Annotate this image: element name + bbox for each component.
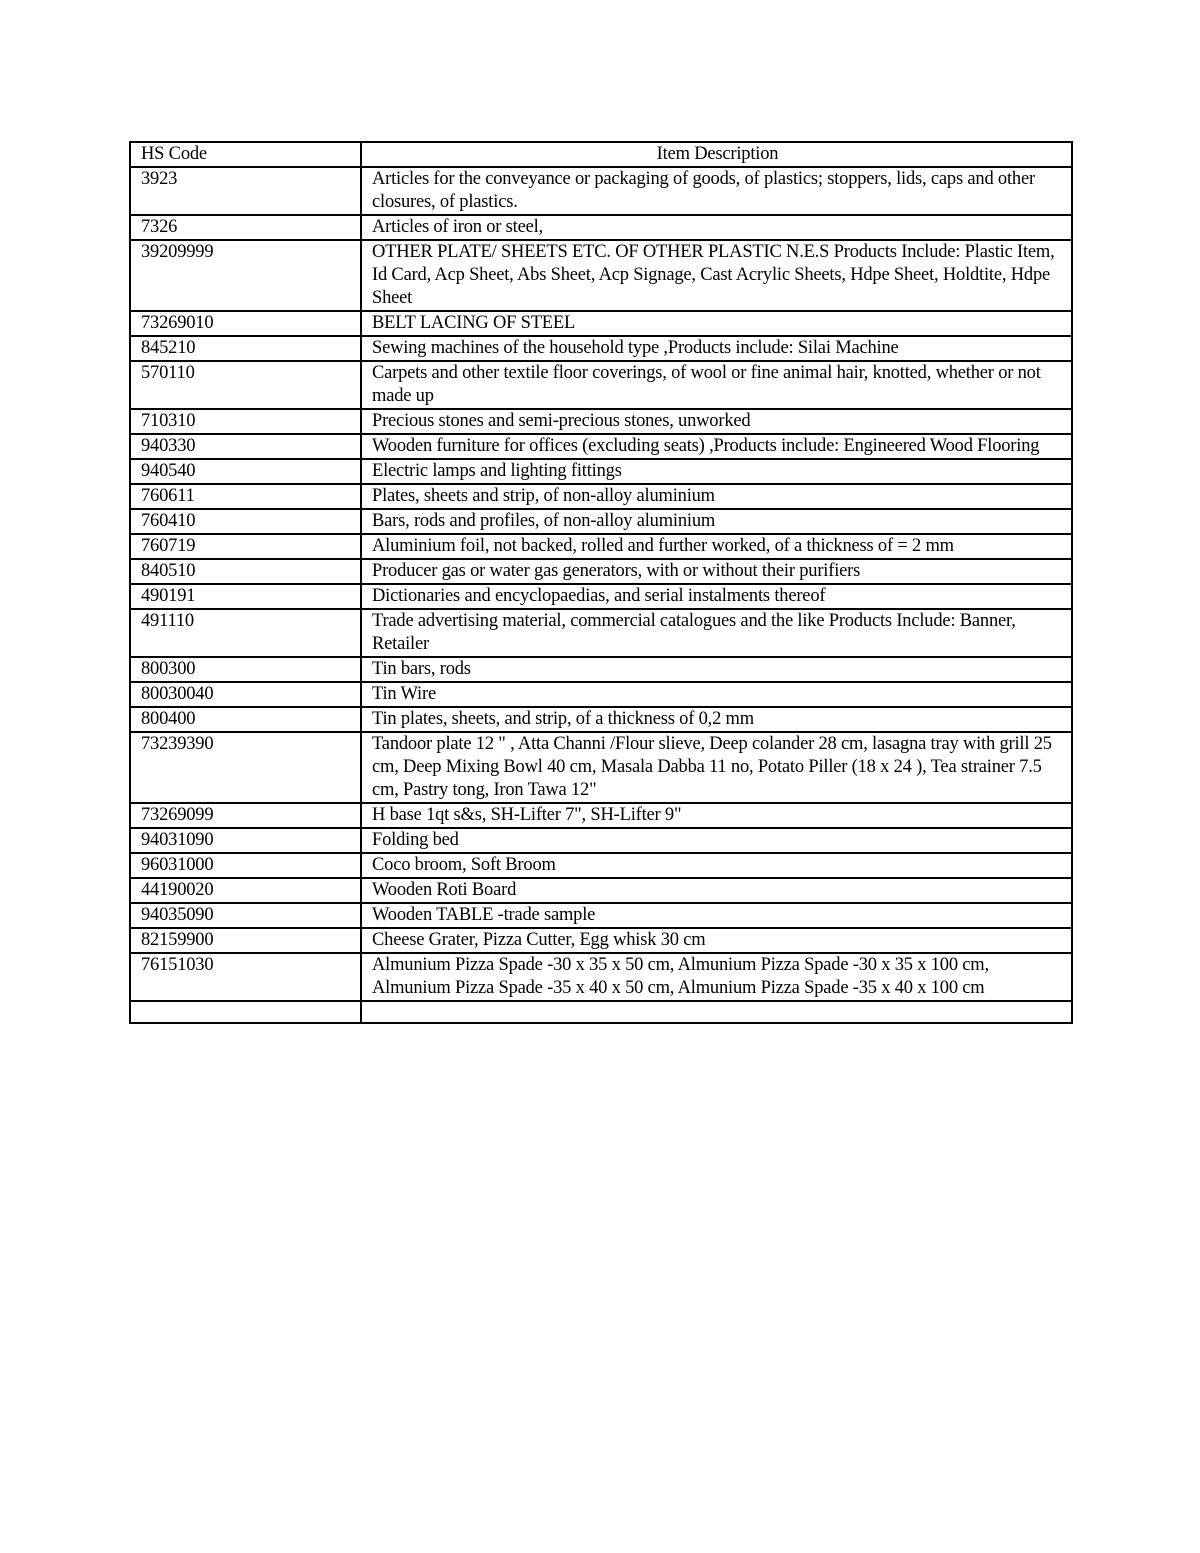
table-row — [130, 459, 1072, 484]
item-description-cell: OTHER PLATE/ SHEETS ETC. OF OTHER PLASTIC N.E.S Products Include: Plastic Item, Id Card, Acp Sheet, Abs Sheet, Acp Signage, Cast Acrylic Sheets, Hdpe Sheet, Holdtite, Hdpe Sheet — [361, 240, 1072, 311]
item-description-cell — [361, 1001, 1072, 1023]
item-description-cell: Carpets and other textile floor coverings, of wool or fine animal hair, knotted, whether or not made up — [361, 361, 1072, 409]
hs-code-cell: 3923 — [130, 167, 361, 215]
table-row — [130, 559, 1072, 584]
item-description-cell: Almunium Pizza Spade -30 x 35 x 50 cm, Almunium Pizza Spade -30 x 35 x 100 cm, Almunium Pizza Spade -35 x 40 x 50 cm, Almunium Pizza Spade -35 x 40 x 100 cm — [361, 953, 1072, 1001]
item-description-cell: Tin plates, sheets, and strip, of a thickness of 0,2 mm — [361, 707, 1072, 732]
hs-code-cell: 80030040 — [130, 682, 361, 707]
table-row — [130, 853, 1072, 878]
item-description-cell: Trade advertising material, commercial catalogues and the like Products Include: Banner, Retailer — [361, 609, 1072, 657]
hs-code-table — [129, 141, 1073, 1024]
hs-code-cell: 570110 — [130, 361, 361, 409]
table-row — [130, 803, 1072, 828]
hs-code-cell: 73239390 — [130, 732, 361, 803]
item-description-cell: Precious stones and semi-precious stones, unworked — [361, 409, 1072, 434]
item-description-cell: BELT LACING OF STEEL — [361, 311, 1072, 336]
item-description-cell: Tin bars, rods — [361, 657, 1072, 682]
item-description-cell: Tin Wire — [361, 682, 1072, 707]
table-row — [130, 1001, 1072, 1023]
item-description-cell: Wooden Roti Board — [361, 878, 1072, 903]
item-description-cell: Dictionaries and encyclopaedias, and serial instalments thereof — [361, 584, 1072, 609]
hs-code-cell: 96031000 — [130, 853, 361, 878]
table-row — [130, 878, 1072, 903]
table-row — [130, 215, 1072, 240]
hs-code-cell — [130, 1001, 361, 1023]
item-description-cell: Cheese Grater, Pizza Cutter, Egg whisk 30 cm — [361, 928, 1072, 953]
table-row — [130, 361, 1072, 409]
table-row — [130, 534, 1072, 559]
table-row — [130, 336, 1072, 361]
hs-code-cell: 845210 — [130, 336, 361, 361]
hs-code-cell: 760611 — [130, 484, 361, 509]
hs-code-cell: 82159900 — [130, 928, 361, 953]
table-row — [130, 311, 1072, 336]
hs-code-cell: 800400 — [130, 707, 361, 732]
item-description-cell: Articles of iron or steel, — [361, 215, 1072, 240]
table-row — [130, 484, 1072, 509]
header-hs-code: HS Code — [130, 142, 361, 167]
header-item-description: Item Description — [361, 142, 1072, 167]
table-row — [130, 657, 1072, 682]
item-description-cell: Producer gas or water gas generators, with or without their purifiers — [361, 559, 1072, 584]
hs-code-cell: 940330 — [130, 434, 361, 459]
item-description-cell: Wooden TABLE -trade sample — [361, 903, 1072, 928]
hs-code-cell: 94031090 — [130, 828, 361, 853]
item-description-cell: Bars, rods and profiles, of non-alloy aluminium — [361, 509, 1072, 534]
table-row — [130, 609, 1072, 657]
table-row — [130, 584, 1072, 609]
hs-code-cell: 73269099 — [130, 803, 361, 828]
table-row — [130, 953, 1072, 1001]
item-description-cell: Electric lamps and lighting fittings — [361, 459, 1072, 484]
item-description-cell: Coco broom, Soft Broom — [361, 853, 1072, 878]
item-description-cell: H base 1qt s&s, SH-Lifter 7", SH-Lifter 9" — [361, 803, 1072, 828]
item-description-cell: Wooden furniture for offices (excluding seats) ,Products include: Engineered Wood Flooring — [361, 434, 1072, 459]
item-description-cell: Aluminium foil, not backed, rolled and further worked, of a thickness of = 2 mm — [361, 534, 1072, 559]
hs-code-cell: 94035090 — [130, 903, 361, 928]
item-description-cell: Articles for the conveyance or packaging of goods, of plastics; stoppers, lids, caps and other closures, of plastics. — [361, 167, 1072, 215]
hs-code-cell: 760719 — [130, 534, 361, 559]
table-row — [130, 167, 1072, 215]
hs-code-cell: 940540 — [130, 459, 361, 484]
table-row — [130, 409, 1072, 434]
item-description-cell: Sewing machines of the household type ,Products include: Silai Machine — [361, 336, 1072, 361]
hs-code-cell: 490191 — [130, 584, 361, 609]
table-row — [130, 707, 1072, 732]
hs-code-cell: 800300 — [130, 657, 361, 682]
item-description-cell: Tandoor plate 12 " , Atta Channi /Flour slieve, Deep colander 28 cm, lasagna tray with grill 25 cm, Deep Mixing Bowl 40 cm, Masala Dabba 11 no, Potato Piller (18 x 24 ), Tea strainer 7.5 cm, Pastry tong, Iron Tawa 12" — [361, 732, 1072, 803]
table-row — [130, 682, 1072, 707]
item-description-cell: Folding bed — [361, 828, 1072, 853]
table-row — [130, 434, 1072, 459]
hs-code-cell: 76151030 — [130, 953, 361, 1001]
table-row — [130, 828, 1072, 853]
table-body — [130, 167, 1072, 1023]
table-row — [130, 509, 1072, 534]
hs-code-cell: 710310 — [130, 409, 361, 434]
hs-code-cell: 7326 — [130, 215, 361, 240]
table-row — [130, 928, 1072, 953]
hs-code-cell: 73269010 — [130, 311, 361, 336]
table-row — [130, 903, 1072, 928]
table-header-row — [130, 142, 1072, 167]
hs-code-cell: 840510 — [130, 559, 361, 584]
hs-code-cell: 491110 — [130, 609, 361, 657]
hs-code-cell: 760410 — [130, 509, 361, 534]
hs-code-cell: 39209999 — [130, 240, 361, 311]
item-description-cell: Plates, sheets and strip, of non-alloy aluminium — [361, 484, 1072, 509]
hs-code-cell: 44190020 — [130, 878, 361, 903]
table-row — [130, 240, 1072, 311]
table-row — [130, 732, 1072, 803]
